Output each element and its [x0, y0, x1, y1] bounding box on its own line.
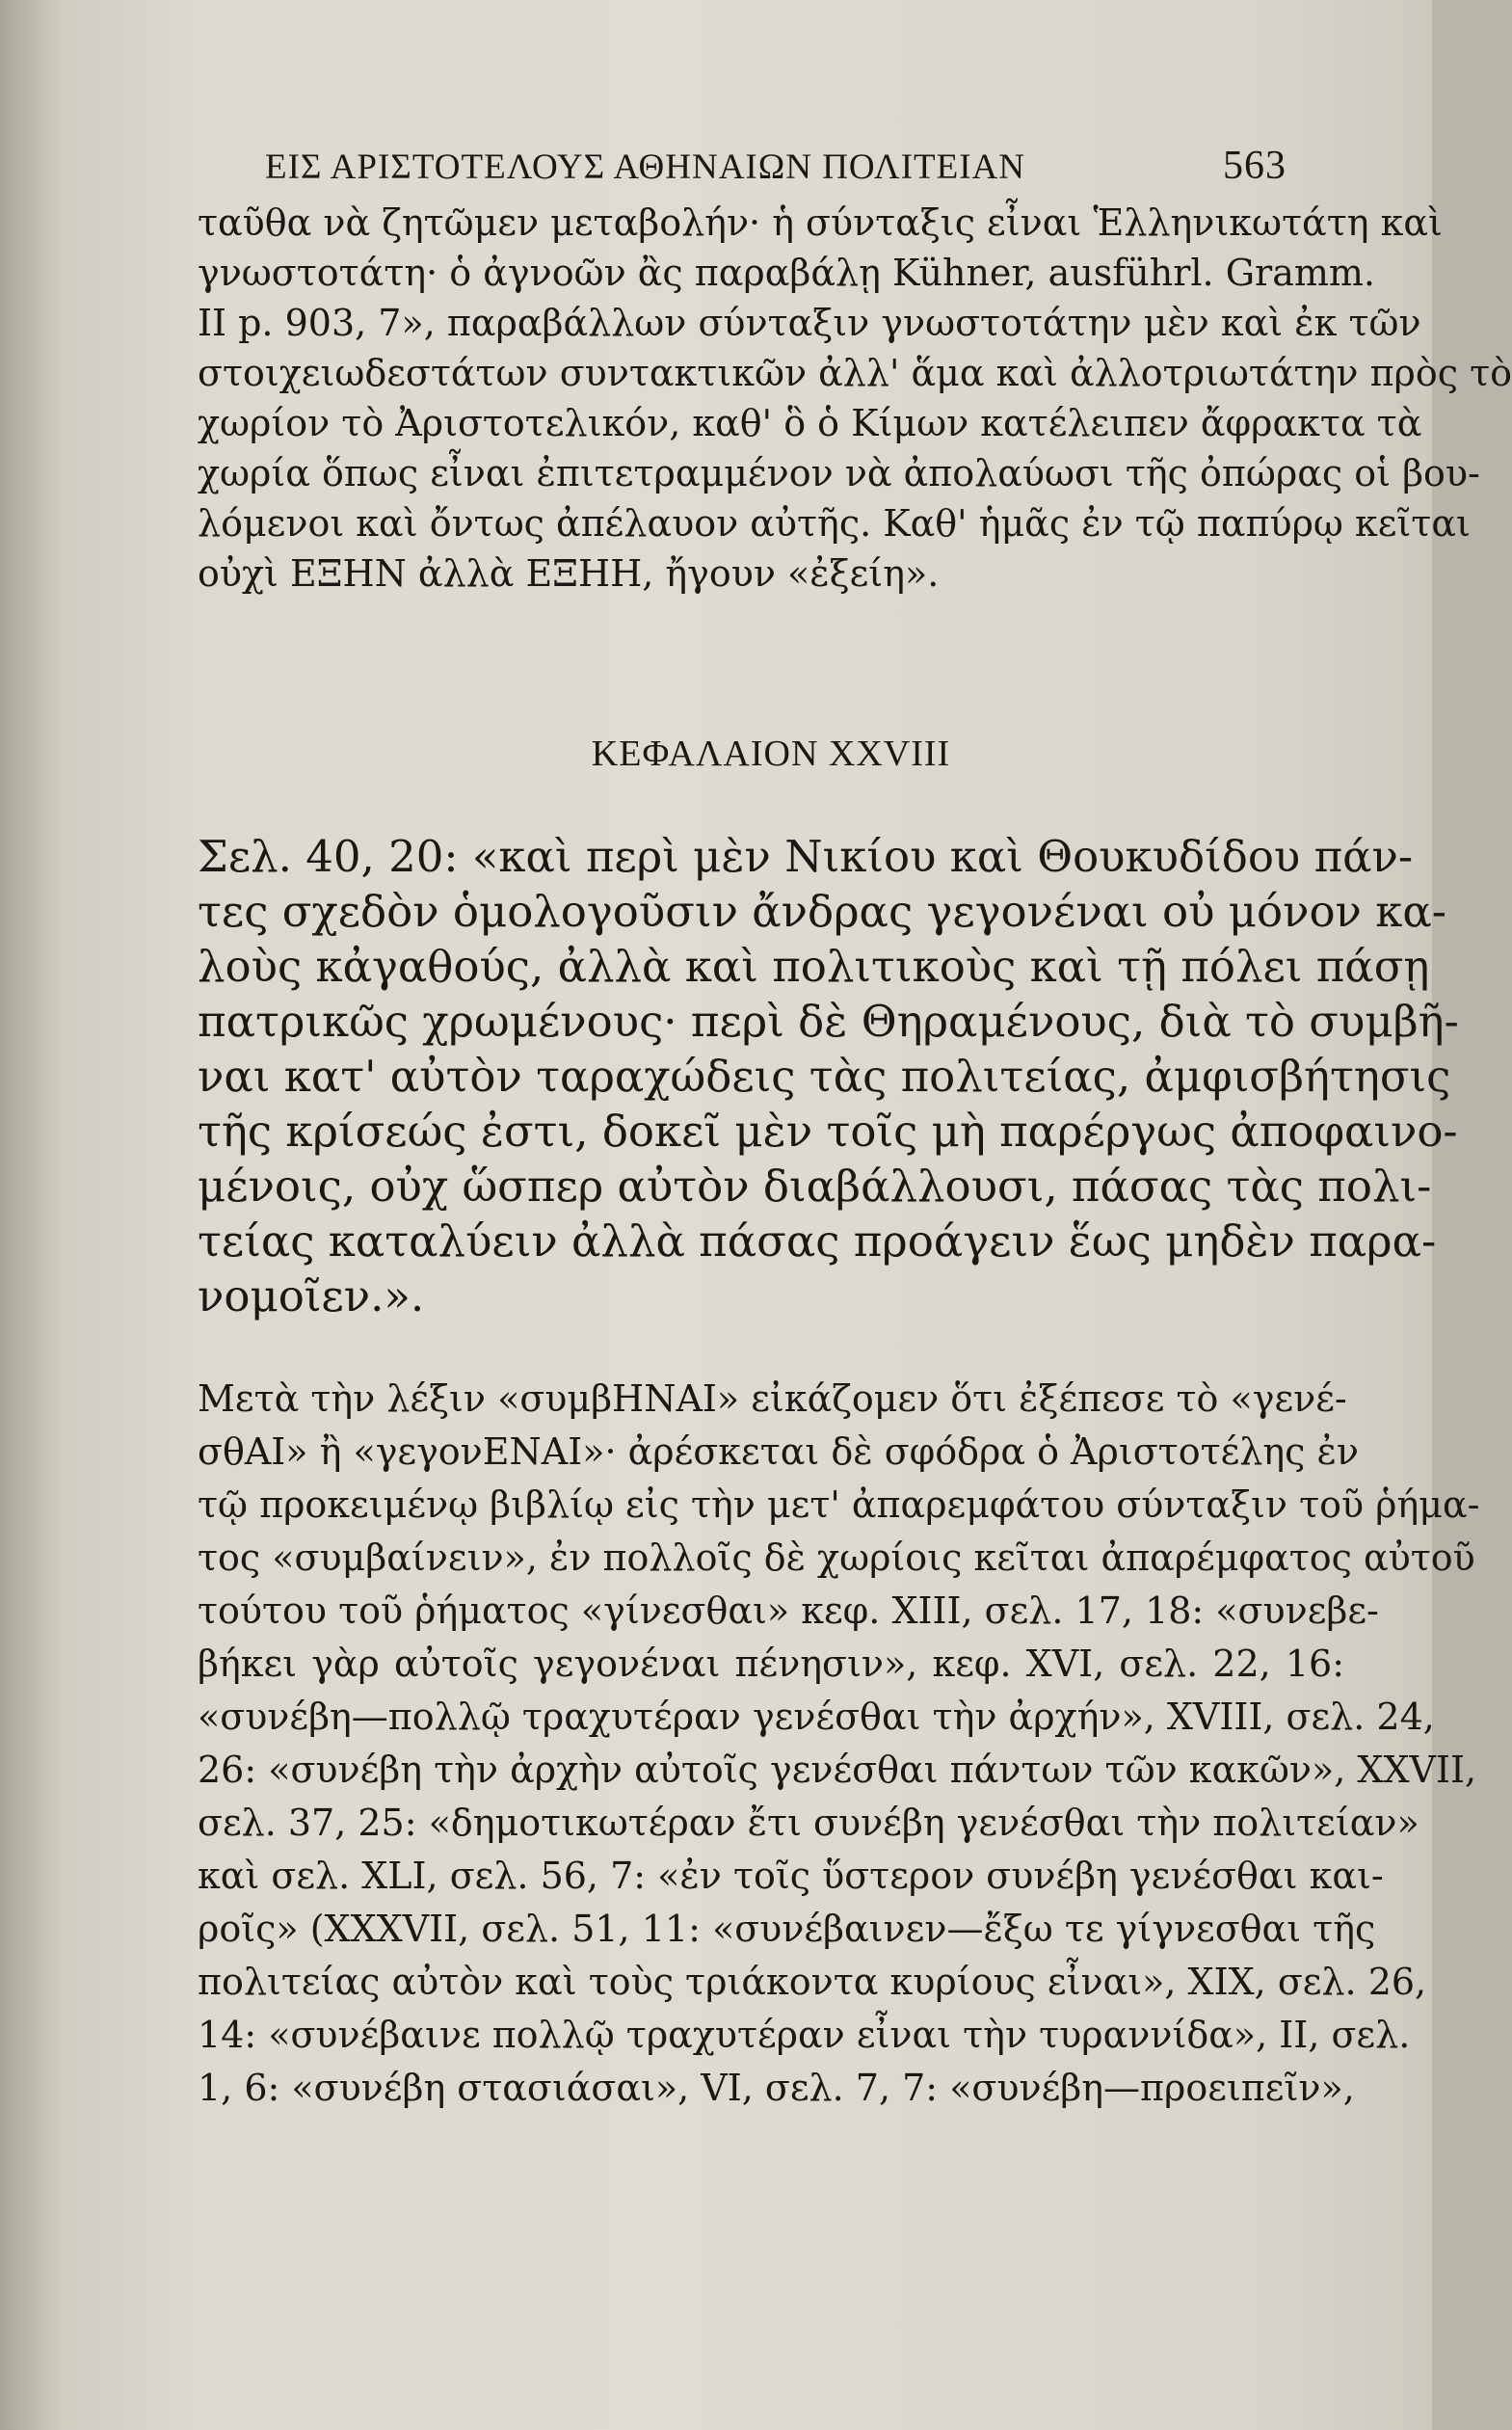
text-line: τούτου τοῦ ῥήματος «γίνεσθαι» κεφ. XIII, σελ. 17, 18: «συνεβε- [198, 1589, 1379, 1632]
quote-line: Σελ. 40, 20: «καὶ περὶ μὲν Νικίου καὶ Θουκυδίδου πάν- [198, 831, 1414, 882]
text-line: 14: «συνέβαινε πολλῷ τραχυτέραν εἶναι τὴν τυραννίδα», II, σελ. [198, 2014, 1411, 2056]
text-line: σελ. 37, 25: «δημοτικωτέραν ἔτι συνέβη γενέσθαι τὴν πολιτείαν» [198, 1802, 1419, 1844]
text-line: χωρία ὅπως εἶναι ἐπιτετραμμένον νὰ ἀπολαύωσι τῆς ὀπώρας οἱ βου- [198, 452, 1480, 494]
quote-line: νομοῖεν.». [198, 1270, 425, 1322]
text-line: λόμενοι καὶ ὄντως ἀπέλαυον αὐτῆς. Καθ' ἡμᾶς ἐν τῷ παπύρῳ κεῖται [198, 502, 1471, 545]
quote-line: τείας καταλύειν ἀλλὰ πάσας προάγειν ἕως μηδὲν παρα- [198, 1215, 1437, 1267]
text-line: χωρίον τὸ Ἀριστοτελικόν, καθ' ὃ ὁ Κίμων κατέλειπεν ἄφρακτα τὰ [198, 402, 1422, 444]
text-line: ταῦθα νὰ ζητῶμεν μεταβολήν· ἡ σύνταξις εἶναι Ἑλληνικωτάτη καὶ [198, 201, 1443, 244]
text-line: βήκει γὰρ αὐτοῖς γεγονέναι πένησιν», κεφ. XVI, σελ. 22, 16: [198, 1642, 1344, 1685]
quote-line: ναι κατ' αὐτὸν ταραχώδεις τὰς πολιτείας, ἀμφισβήτησις [198, 1051, 1451, 1102]
quote-line: μένοις, οὐχ ὥσπερ αὐτὸν διαβάλλουσι, πάσας τὰς πολι- [198, 1161, 1432, 1212]
text-line: ροῖς» (XXXVII, σελ. 51, 11: «συνέβαινεν—ἔξω τε γίγνεσθαι τῆς [198, 1908, 1376, 1950]
chapter-heading: ΚΕΦΑΛΑΙΟΝ XXVIII [591, 734, 951, 774]
text-line: 1, 6: «συνέβη στασιάσαι», VI, σελ. 7, 7: «συνέβη—προειπεῖν», [198, 2067, 1355, 2109]
text-line: τῷ προκειμένῳ βιβλίῳ εἰς τὴν μετ' ἀπαρεμφάτου σύνταξιν τοῦ ῥήμα- [198, 1483, 1480, 1526]
quote-line: τες σχεδὸν ὁμολογοῦσιν ἄνδρας γεγονέναι οὐ μόνον κα- [198, 886, 1446, 937]
running-title: ΕΙΣ ΑΡΙΣΤΟΤΕΛΟΥΣ ΑΘΗΝΑΙΩΝ ΠΟΛΙΤΕΙΑΝ [265, 147, 1025, 187]
text-line: καὶ σελ. XLI, σελ. 56, 7: «ἐν τοῖς ὕστερον συνέβη γενέσθαι και- [198, 1855, 1384, 1897]
text-line: γνωστοτάτη· ὁ ἀγνοῶν ἂς παραβάλῃ Kühner, ausführl. Gramm. [198, 252, 1376, 294]
quote-line: πατρικῶς χρωμένους· περὶ δὲ Θηραμένους, διὰ τὸ συμβῆ- [198, 996, 1459, 1047]
page-number: 563 [1223, 144, 1287, 188]
text-line: II p. 903, 7», παραβάλλων σύνταξιν γνωστοτάτην μὲν καὶ ἐκ τῶν [198, 302, 1421, 344]
text-line: οὐχὶ ΕΞΗΝ ἀλλὰ ΕΞΗΗ, ἤγουν «ἐξείη». [198, 552, 940, 595]
text-line: πολιτείας αὐτὸν καὶ τοὺς τριάκοντα κυρίους εἶναι», XIX, σελ. 26, [198, 1961, 1427, 2003]
text-line: 26: «συνέβη τὴν ἀρχὴν αὐτοῖς γενέσθαι πάντων τῶν κακῶν», XXVII, [198, 1749, 1477, 1791]
quote-line: λοὺς κἀγαθούς, ἀλλὰ καὶ πολιτικοὺς καὶ τῇ πόλει πάσῃ [198, 941, 1430, 992]
text-line: σθΑΙ» ἢ «γεγονΕΝΑΙ»· ἀρέσκεται δὲ σφόδρα ὁ Ἀριστοτέλης ἐν [198, 1430, 1359, 1473]
text-line: στοιχειωδεστάτων συντακτικῶν ἀλλ' ἅμα καὶ ἀλλοτριωτάτην πρὸς τὸ [198, 352, 1512, 394]
text-line: τος «συμβαίνειν», ἐν πολλοῖς δὲ χωρίοις κεῖται ἀπαρέμφατος αὐτοῦ [198, 1536, 1475, 1579]
text-line: «συνέβη—πολλῷ τραχυτέραν γενέσθαι τὴν ἀρχήν», XVIII, σελ. 24, [198, 1696, 1435, 1738]
running-header [265, 143, 1287, 189]
quote-line: τῆς κρίσεώς ἐστι, δοκεῖ μὲν τοῖς μὴ παρέργως ἀποφαινο- [198, 1106, 1458, 1157]
text-line: Μετὰ τὴν λέξιν «συμβΗΝΑΙ» εἰκάζομεν ὅτι ἐξέπεσε τὸ «γενέ- [198, 1377, 1347, 1420]
